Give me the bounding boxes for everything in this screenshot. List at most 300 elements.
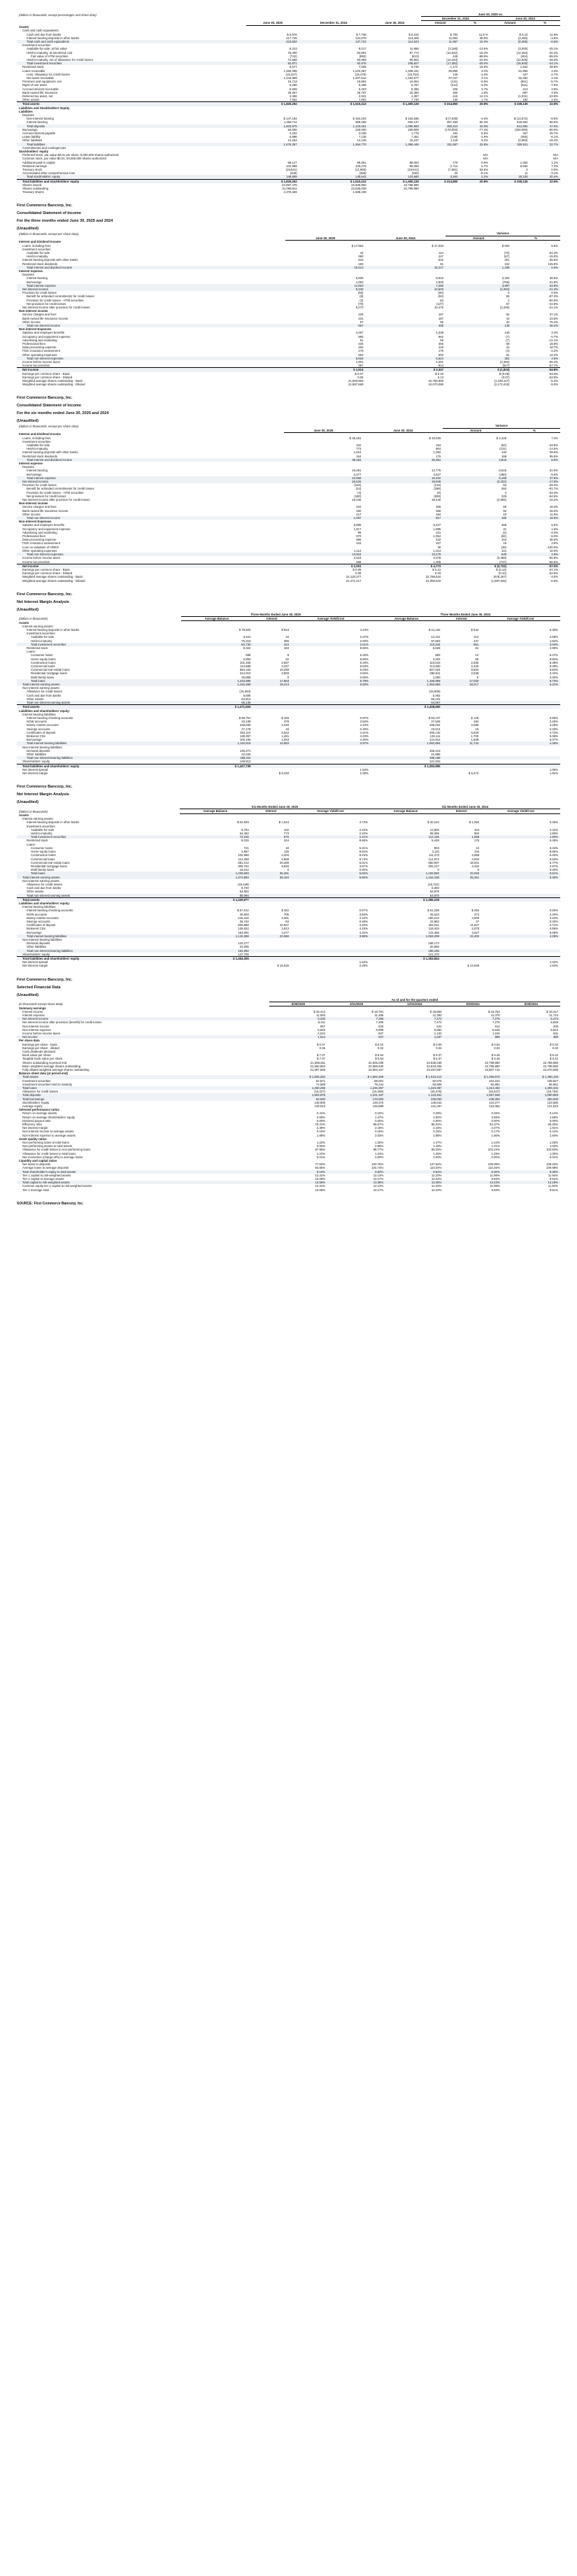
cell-value: 21,068,811 [282, 187, 297, 191]
cell-value: 1,416,468 [181, 683, 253, 686]
cell-value: 44 [285, 635, 290, 639]
row-label: Total non-interest bearing liabilities [17, 949, 180, 953]
cell-value: 3,069 [281, 671, 290, 676]
cell-value: 23 [503, 512, 507, 516]
cell-value: 2,097 [281, 660, 290, 664]
row-label: Investment securities held to maturity [22, 1082, 72, 1086]
row-label: Demand deposits [27, 748, 50, 753]
cell-value: $ 1,514 [285, 368, 366, 372]
cell-value: 24,070,085 [428, 383, 444, 387]
cell-value: 96,055 [409, 164, 419, 168]
cell-value: 83,959 [432, 1082, 442, 1086]
row-label: Net income [17, 368, 285, 372]
cell-value: 2,378,469 [283, 190, 297, 194]
column-header: Amount [443, 428, 508, 432]
cell-value: 11.9 % [478, 32, 488, 36]
cell-value: 92 [503, 508, 507, 513]
cell-value: -8.0% [550, 534, 558, 539]
cell-value: 0 [508, 291, 510, 295]
cell-value: 6,516 [499, 469, 507, 473]
cell-value: 64,462 [239, 832, 249, 836]
cell-value: $ 0.07 [317, 1042, 326, 1046]
cell-value: -3.1% [550, 171, 558, 176]
cell-value: 1,603,875 [246, 124, 299, 128]
cell-value: 4.24% [359, 628, 369, 632]
row-label: Interest bearing checking accounts [27, 909, 73, 913]
cell-value: 11,083 [316, 1013, 326, 1017]
cell-value: 23,257,897 [426, 1067, 442, 1072]
row-label: Investment securities [22, 1079, 51, 1083]
row-label: Allowance for credit losses [22, 1090, 58, 1094]
row-label: Certificates of deposit [27, 730, 56, 734]
row-label: Common equity tier 1 capital to risk-weighted assets [22, 1184, 92, 1188]
cell-value: (4) [439, 298, 444, 302]
cell-value: 0.00% [359, 868, 368, 872]
cell-value: 190,212 [428, 916, 439, 920]
cell-value: 22,863 [429, 919, 439, 923]
row-label: Savings accounts [27, 727, 50, 731]
cell-value: 8.40% [549, 853, 558, 858]
row-label: Summary earnings [19, 1006, 46, 1010]
cell-value: 28.8% [549, 65, 558, 69]
cell-value: 4.23% [359, 734, 369, 738]
cell-value: $ 7.07 [317, 1053, 326, 1058]
cell-value: 104,224 [489, 1079, 500, 1083]
row-label: Investment securities: [27, 824, 56, 828]
cell-value: (369) [359, 171, 366, 176]
cell-value: 6,797 [411, 83, 419, 87]
cell-value: 154 [501, 538, 507, 542]
cell-value: 1,123,461 [385, 1093, 443, 1097]
cell-value: 13.19% [502, 1181, 560, 1184]
cell-value: 8,427 [433, 523, 441, 527]
cell-value: 5,403 [358, 87, 366, 91]
row-label: Salaries and employee benefits [22, 331, 64, 335]
cell-value: (12,464) [516, 50, 528, 55]
cell-value: 7.2% [551, 164, 558, 168]
cell-value: 37 [476, 919, 480, 923]
row-label: Restricted stock dividends [22, 262, 57, 266]
cell-value: 168,311 [181, 756, 253, 760]
cell-value: 1,054 [433, 534, 441, 539]
row-label: Cash and cash equivalents [22, 29, 59, 33]
cell-value: 9,017 [358, 47, 366, 51]
cell-value: 1,207,912 [352, 76, 366, 80]
cell-value: 96,961 [409, 57, 419, 62]
cell-value: -3.5% [550, 36, 558, 40]
cell-value: 65 [503, 505, 507, 509]
cell-value: 0.14% [549, 1111, 558, 1116]
row-label: Restricted stock dividends [22, 454, 57, 458]
cell-value: 73,246 [180, 835, 251, 839]
cell-value: 5.82% [291, 871, 370, 875]
row-label: Held-to-maturity [31, 832, 52, 836]
row-label: Treasury stock [22, 168, 43, 172]
row-label: Money market accounts [27, 916, 59, 920]
cell-value: N/A [553, 153, 558, 157]
cell-value: 500,888 [238, 923, 249, 927]
cell-value: 135,622 [238, 927, 249, 931]
row-label: Savings accounts [27, 919, 50, 923]
cell-value: 112,269 [238, 857, 249, 861]
cell-value: $ 5,876 [287, 32, 297, 36]
cell-value: 118,404 [428, 927, 439, 931]
cell-value: 0.00% [491, 1155, 500, 1159]
cell-value: 96,961 [548, 1082, 558, 1086]
row-label: Non-interest earning assets: [22, 878, 60, 883]
cell-value: 40,603 [239, 912, 249, 916]
cell-value: 2.04% [480, 643, 560, 646]
cell-value: 1,090,983 [369, 124, 421, 128]
cell-value: 10,927 [279, 923, 290, 927]
cell-value: 561 [443, 643, 481, 646]
cell-value: 192 [522, 98, 528, 102]
cell-value: 22,835,039 [368, 1060, 384, 1065]
cell-value: 92,891 [490, 1082, 500, 1086]
row-label: Return on average assets [22, 1111, 57, 1116]
cell-value: 1,886 [433, 527, 441, 531]
cell-value: 170,000 [327, 1097, 385, 1101]
cell-value: 6,624 [550, 1027, 558, 1032]
cell-value: 166,213 [429, 748, 441, 753]
row-label: Bank-owned life insurance income [22, 508, 69, 513]
cell-value: 4.41% [359, 730, 369, 734]
cell-value: 681,012 [238, 860, 249, 864]
cell-value: 75,300 [287, 50, 297, 55]
cell-value: 183 [283, 646, 290, 650]
cell-value: 883 [435, 653, 441, 657]
cell-value: $ 335,136 [490, 102, 530, 106]
cell-value: 557 [285, 324, 366, 327]
statement-period: For the three months ended June 30, 2025 and 2024 [17, 219, 113, 224]
cell-value: 1,097,948 [443, 1093, 501, 1097]
cell-value: 21,068,811 [310, 1060, 326, 1065]
cell-value: 38,194 [284, 458, 364, 462]
cell-value: 7,451 [411, 135, 419, 139]
cell-value: 903 [434, 846, 439, 850]
cell-value: 448 [453, 54, 458, 58]
cell-value: 188,198 [371, 756, 443, 760]
cell-value: 3.0% [481, 69, 488, 73]
cell-value: 11,887 [421, 40, 460, 43]
cell-value: 1,700 [471, 734, 479, 738]
cell-value: 2.39% [359, 771, 369, 775]
cell-value: 187 [438, 316, 444, 320]
cell-value: 18,217 [443, 683, 481, 686]
cell-value: 2.34% [359, 827, 368, 832]
row-label: Shares outstanding at period end [22, 1060, 67, 1065]
cell-value: 344 [356, 454, 362, 458]
units-label: (dollars in thousands, except per share data) [19, 424, 79, 428]
selected-data-table [17, 998, 560, 1192]
cell-value: $ 4,773 [363, 564, 443, 568]
row-label: Non-interest income [19, 501, 48, 506]
cell-value: 0.06 [319, 1046, 326, 1050]
row-label: Earnings per common share - Basic [22, 371, 71, 376]
row-label: Interest income [22, 1009, 43, 1013]
cell-value: 109.98% [546, 1166, 558, 1170]
cell-value: 101 [501, 548, 507, 553]
cell-value: 100,105 [239, 738, 251, 742]
cell-value: (6) [436, 490, 441, 494]
cell-value: 1,090,983 [502, 1093, 560, 1097]
row-label: Right-of-use asset [22, 83, 47, 87]
statement-note: (Unaudited) [17, 800, 39, 805]
cell-value: 301 [504, 258, 510, 262]
cell-value: 112,155 [370, 835, 441, 839]
cell-value: 3,263 [421, 175, 460, 179]
cell-value: $ 17,963 [351, 243, 364, 248]
row-label: Commercial real estate loans [31, 668, 70, 672]
cell-value: 21,560,863 [348, 379, 364, 383]
cell-value: 25,858 [241, 675, 251, 679]
cell-value: 6,286 [289, 83, 297, 87]
row-label: Weighted average shares outstanding - Basic [22, 379, 83, 383]
cell-value: 5,740 [241, 886, 249, 890]
margin-quarter-rows [17, 621, 560, 776]
cell-value: 563 [358, 353, 364, 357]
cell-value: 0 [287, 868, 290, 872]
row-label: Allowance for credit losses to total loans [22, 1151, 76, 1155]
cell-value: $ 68,751 [238, 716, 251, 720]
cell-value: 141,297 [430, 1104, 442, 1108]
cell-value: 102 [504, 262, 510, 266]
row-label: FDIC insurance assessment [22, 349, 60, 353]
cell-value: 8.30% [502, 1170, 560, 1174]
cell-value: 11,920 [285, 284, 366, 287]
cell-value: -28.3% [548, 57, 558, 62]
cell-value: 460 [356, 508, 362, 513]
statement-note: (Unaudited) [17, 419, 39, 424]
cell-value: 2 [504, 490, 507, 494]
cell-value: 23,014 [431, 727, 441, 731]
cell-value: 309,911 [490, 143, 530, 146]
cell-value: 74,558 [315, 1082, 326, 1086]
column-header: 6/30/2024 [502, 1002, 560, 1006]
row-label: Multi-family loans [31, 675, 55, 679]
cell-value: (7) [506, 334, 510, 339]
cell-value: 1.2% [551, 160, 558, 164]
row-label: Tangible book value per share [22, 1057, 63, 1061]
cell-value: 8,616 [436, 276, 444, 280]
row-label: Home equity loans [31, 850, 56, 854]
cell-value: 776 [453, 160, 458, 164]
cell-value: $ 930 [501, 243, 510, 248]
row-label: Total loans [17, 1086, 269, 1090]
cell-value: 3,277 [353, 472, 362, 476]
cell-value: (509) [434, 494, 441, 498]
cell-value: 1,082,854 [371, 741, 443, 745]
cell-value: 1.02% [549, 960, 558, 965]
cell-value: 897 [522, 90, 528, 94]
cell-value: (3,000) [518, 47, 528, 51]
row-label: Stockholders' equity [19, 150, 49, 154]
cell-value: (139) [450, 135, 458, 139]
row-label: Total interest and dividend income [17, 266, 285, 269]
cell-value: -3.0% [550, 575, 558, 579]
table-row [17, 964, 560, 967]
cell-value: -9.0% [550, 383, 558, 387]
row-label: Money market accounts [27, 723, 59, 727]
cell-value: 7,305 [376, 1020, 384, 1025]
cell-value: 22,685,940 [368, 1064, 384, 1068]
row-label: Interest bearing liabilities: [22, 905, 57, 909]
cell-value: 0.15% [433, 1130, 442, 1134]
cell-value: 6,846 [550, 1020, 558, 1025]
row-label: Total cash and cash equivalents [17, 40, 246, 43]
cell-value: 0.04 [494, 1046, 500, 1050]
cell-value: 82,871 [315, 1079, 326, 1083]
row-label: Non-interest income [22, 1024, 50, 1028]
cell-value: 206 [453, 87, 458, 91]
cell-value: 39.6% [549, 450, 558, 455]
cell-value: 55,094 [180, 894, 251, 898]
statement-title: Consolidated Statement of Income [17, 211, 81, 216]
cell-value: 138,397 [239, 734, 251, 738]
cell-value: 2,038 [358, 131, 366, 135]
cell-value: 4.55% [549, 927, 558, 931]
row-label: Total assets [17, 897, 180, 902]
row-label: Data processing expense [22, 346, 57, 350]
cell-value: 79,244 [374, 1082, 384, 1086]
row-label: Total assets [17, 1075, 269, 1079]
cell-value: 1,053,208 [370, 934, 441, 938]
cell-value: 3.4% [551, 331, 558, 335]
variance-header: Variance [443, 424, 560, 428]
cell-value: $ 154,203 [352, 117, 366, 121]
cell-value: 6,166 [443, 476, 508, 480]
cell-value: 0.00% [549, 675, 558, 679]
cell-value: 1,192,677 [405, 76, 419, 80]
cell-value: 4.73% [359, 820, 368, 825]
cell-value: 146,589 [372, 1104, 384, 1108]
cell-value: $ 6.37 [433, 1057, 442, 1061]
cell-value: $ 61,239 [427, 909, 439, 913]
cell-value: 415 [453, 94, 458, 98]
cell-value: 1,524 [353, 450, 362, 455]
cell-value: 2,843 [443, 458, 508, 462]
cell-value: 3.9% [551, 87, 558, 91]
selected-data-rows [17, 1006, 560, 1192]
cell-value: 121,943 [547, 1104, 558, 1108]
row-label: Non-interest expense [22, 1027, 51, 1032]
cell-value: 8,677 [289, 65, 297, 69]
cell-value: (339) [290, 171, 297, 176]
row-label: Provision for credit losses - HTM securities [27, 298, 84, 302]
cell-value: $ 7.07 [317, 1057, 326, 1061]
row-label: Deferred tax asset, net [22, 94, 53, 98]
cell-value: (212) [450, 83, 458, 87]
cell-value: 78.41% [315, 1123, 326, 1126]
row-label: Interest and Dividend Income [19, 240, 61, 244]
row-label: Shares outstanding [22, 187, 49, 191]
cell-value: 1,366,446 [369, 143, 421, 146]
cell-value: 8.38% [549, 660, 558, 664]
row-label: Total assets [17, 102, 246, 106]
row-label: Loans: [27, 650, 36, 654]
row-label: Allowance for credit losses [27, 882, 62, 886]
cell-value: 1,195,969 [371, 679, 443, 683]
row-label: Per share data [19, 1039, 40, 1043]
cell-value: 5,606 [243, 693, 251, 697]
row-label: Average equity [22, 1104, 43, 1108]
cell-value: (63) [438, 294, 444, 299]
cell-value: 3.92% [359, 671, 369, 676]
cell-value: -57.7% [548, 364, 558, 368]
cell-value: $ (1,833) [446, 368, 511, 372]
cell-value: 344 [283, 839, 290, 843]
cell-value: -91.7% [548, 487, 558, 491]
cell-value: 6,645 [492, 1027, 500, 1032]
row-label: Available-for-sale [27, 443, 50, 447]
cell-value: 1.47% [433, 1141, 442, 1145]
cell-value: 660,007 [428, 860, 439, 864]
cell-value: 6.03% [359, 668, 369, 672]
cell-value: 0 [477, 868, 480, 872]
cell-value: 61 [506, 353, 510, 357]
cell-value: 0.09 [355, 571, 362, 576]
cell-value: 175 [358, 349, 364, 353]
comparison-subheader-a: December 31, 2024 [421, 17, 490, 21]
cell-value: 37.6% [508, 476, 560, 480]
row-label: Total investment securities [17, 643, 181, 646]
cell-value: 43,138 [241, 720, 251, 724]
row-label: Net interest income after provision for credit losses [22, 306, 90, 310]
cell-value: $ 1,825,262 [246, 179, 299, 183]
cell-value [460, 190, 490, 194]
cell-value: 148,905 [314, 1100, 326, 1104]
statement-title: Net Interest Margin Analysis [17, 599, 70, 604]
cell-value: 1,508,435 [352, 190, 366, 194]
cell-value: -50.0% [548, 298, 558, 302]
row-label: FDIC insurance assessment [22, 541, 60, 546]
cell-value: 50,000 [287, 127, 297, 131]
row-label: Loans receivable [22, 69, 45, 73]
cell-value: 36,899 [448, 69, 458, 73]
units-cell: (in thousands except share data) [19, 1002, 63, 1006]
cell-value: 2.42% [359, 832, 368, 836]
cell-value: 167 [438, 313, 444, 317]
cell-value: (15,384) [239, 690, 251, 694]
row-label: Tier 1 capital to risk-weighted assets [22, 1173, 71, 1177]
column-header: Average Balance [370, 809, 441, 813]
cell-value: 19 [475, 727, 479, 731]
row-label: Restricted stock [27, 646, 48, 650]
cell-value: 148,905 [246, 175, 299, 179]
cell-value: 62 [506, 313, 510, 317]
cell-value: (60) [438, 291, 444, 295]
row-label: Liabilities and Stockholders' Equity [19, 106, 70, 110]
cell-value: 4.08% [316, 1115, 326, 1119]
row-label: Data processing expense [22, 538, 57, 542]
row-label: Earnings per share - diluted [22, 1046, 59, 1050]
statement-note: (Unaudited) [17, 227, 39, 232]
cell-value: (7,591) [448, 168, 458, 172]
cell-value: 194 [436, 512, 441, 516]
cell-value: 55,135 [181, 701, 253, 705]
cell-value: $ (0.08) [499, 371, 510, 376]
units-cell: (dollars in thousands) [19, 617, 48, 621]
cell-value: (15,754) [546, 1090, 558, 1094]
cell-value: 231 [358, 316, 364, 320]
cell-value: 10,476 [434, 306, 444, 310]
cell-value: 22,836,950 [351, 183, 366, 187]
cell-value: 1,183,592 [370, 871, 441, 875]
cell-value: 62 [285, 657, 290, 661]
row-label: Non-interest bearing liabilities: [22, 745, 63, 749]
cell-value: -80.0% [548, 127, 558, 131]
cell-value: 19,012 [239, 868, 249, 872]
